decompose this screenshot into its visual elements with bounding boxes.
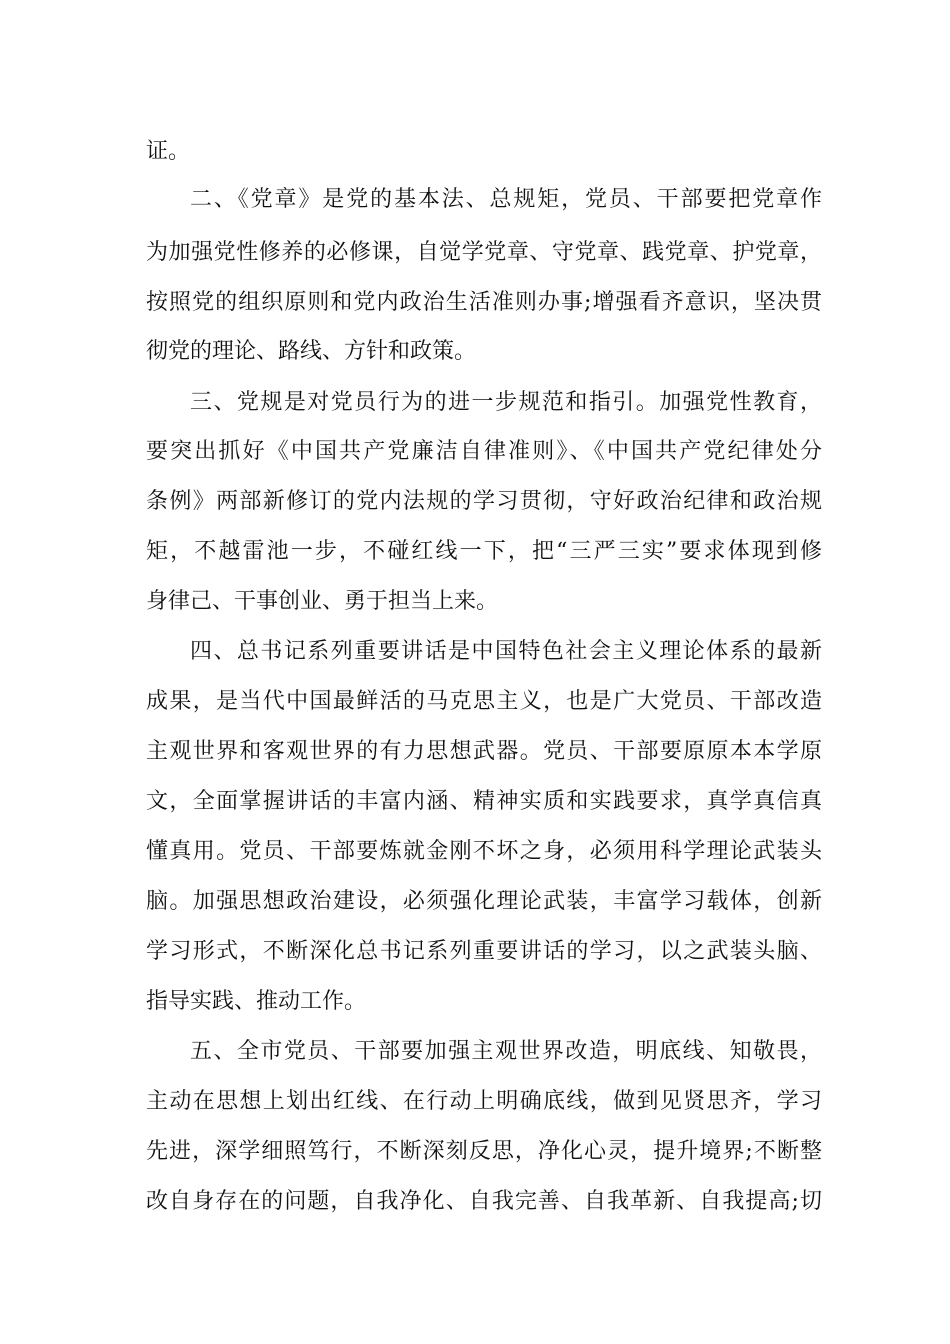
text-line: 改自身存在的问题，自我净化、自我完善、自我革新、自我提高;切: [146, 1189, 822, 1214]
text-line: 懂真用。党员、干部要炼就金刚不坏之身，必须用科学理论武装头: [146, 839, 822, 864]
text-line: 身律己、干事创业、勇于担当上来。: [146, 589, 499, 614]
text-line: 指导实践、推动工作。: [146, 989, 367, 1014]
paragraph-start-line: 五、全市党员、干部要加强主观世界改造，明底线、知敬畏，: [190, 1039, 822, 1064]
paragraph-start-line: 四、总书记系列重要讲话是中国特色社会主义理论体系的最新: [190, 639, 822, 664]
text-line: 彻党的理论、路线、方针和政策。: [146, 339, 477, 364]
text-line: 主动在思想上划出红线、在行动上明确底线，做到见贤思齐，学习: [146, 1089, 822, 1114]
text-line: 成果，是当代中国最鲜活的马克思主义，也是广大党员、干部改造: [146, 689, 822, 714]
paragraph-start-line: 二、《党章》是党的基本法、总规矩，党员、干部要把党章作: [190, 187, 822, 212]
text-line: 学习形式，不断深化总书记系列重要讲话的学习，以之武装头脑、: [146, 939, 822, 964]
text-line: 矩，不越雷池一步，不碰红线一下，把“三严三实”要求体现到修: [146, 539, 822, 564]
paragraph-start-line: 三、党规是对党员行为的进一步规范和指引。加强党性教育，: [190, 390, 822, 415]
text-line: 条例》两部新修订的党内法规的学习贯彻，守好政治纪律和政治规: [146, 489, 822, 514]
text-line: 主观世界和客观世界的有力思想武器。党员、干部要原原本本学原: [146, 739, 822, 764]
text-line: 按照党的组织原则和党内政治生活准则办事;增强看齐意识，坚决贯: [146, 290, 822, 315]
text-line: 先进，深学细照笃行，不断深刻反思，净化心灵，提升境界;不断整: [146, 1139, 822, 1164]
text-line: 文，全面掌握讲话的丰富内涵、精神实质和实践要求，真学真信真: [146, 789, 822, 814]
text-line: 证。: [146, 139, 191, 164]
text-line: 脑。加强思想政治建设，必须强化理论武装，丰富学习载体，创新: [146, 889, 822, 914]
text-line: 要突出抓好《中国共产党廉洁自律准则》、《中国共产党纪律处分: [146, 439, 822, 464]
text-line: 为加强党性修养的必修课，自觉学党章、守党章、践党章、护党章，: [146, 240, 822, 265]
